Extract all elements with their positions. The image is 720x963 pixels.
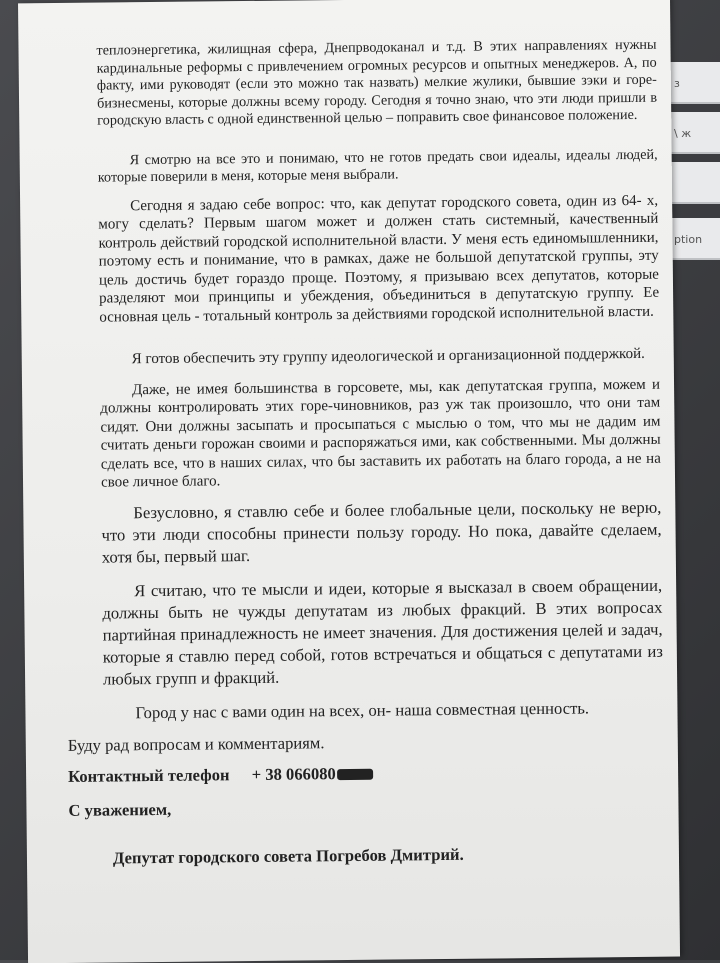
paragraph: Сегодня я задаю себе вопрос: что, как депутат городского совета, один из 64- х, могу сделать? Первым шагом может и должен стать системный, качественный контроль действий городской исполнительной власти. У меня есть единомышленники, поэтому есть и понимание, что в рамках, даже не большой депутатской группы, эту цель достичь будет гораздо проще. Поэтому, я призываю всех депутатов, которые разделяют мои принципы и убеждения, объединиться в депутатскую группу. Ее основная цель - тотальный контроль за действиями городской исполнительной власти. xyxy=(98,192,660,326)
paragraph: теплоэнергетика, жилищная сфера, Днепрводоканал и т.д. В этих направлениях нужны кардинальные реформы с привлечением огромных ресурсов и опытных менеджеров. А, по факту, ими руководят (если это можно так назвать) мелкие жулики, бывшие зэки и горе-бизнесмены, которые должны всему городу. Сегодня я точно знаю, что эти люди пришли в городскую власть с одной единственной целью – поправить свое финансовое положение. xyxy=(96,36,658,129)
contact-phone xyxy=(68,759,664,787)
keyboard-key: \ ж xyxy=(662,112,720,154)
letter-body xyxy=(67,36,665,869)
closing-line: Буду рад вопросам и комментариям. xyxy=(67,732,325,755)
phone-number: + 38 066080 xyxy=(251,763,336,784)
paragraph: Я готов обеспечить эту группу идеологической и организационной поддержкой. xyxy=(131,345,645,368)
keyboard-key: ption xyxy=(662,218,720,260)
paragraph: Я смотрю на все это и понимаю, что не готов предать свои идеалы, идеалы людей, которые поверили в меня, которые меня выбрали. xyxy=(97,146,658,186)
letter-page xyxy=(18,0,680,963)
paragraph: Город у нас с вами один на всех, он- наша совместная ценность. xyxy=(135,697,590,722)
paragraph: Я считаю, что те мысли и идеи, которые я высказал в своем обращении, должны быть не чужды депутатам из любых фракций. В этих вопросах партийная принадлежность не имеет значения. Для достижения целей и задач, которые я ставлю перед собой, готов встречаться и общаться с депутатами из любых групп и фракций. xyxy=(102,575,663,689)
signature: Депутат городского совета Погребов Дмитрий. xyxy=(112,844,464,867)
redaction-mark xyxy=(337,769,373,780)
paragraph: Даже, не имея большинства в горсовете, мы, как депутатская группа, можем и должны контролировать этих горе-чиновников, раз уж так произошло, что они там сидят. Они должны засыпать и просыпаться с мыслью о том, что мы не дадим им считать деньги горожан своими и распоряжаться ими, как собственными. Мы должны сделать все, что в наших силах, что бы заставить их работать на благо города, а не на свое личное благо. xyxy=(100,376,661,491)
paragraph: Безусловно, я ставлю себе и более глобальные цели, поскольку не верю, что эти люди способны принести пользу городу. Но пока, давайте сделаем, хотя бы, первый шаг. xyxy=(101,497,662,567)
keyboard-key: з xyxy=(662,62,720,104)
regards: С уважением, xyxy=(68,799,172,820)
phone-label: Контактный телефон xyxy=(68,764,230,786)
